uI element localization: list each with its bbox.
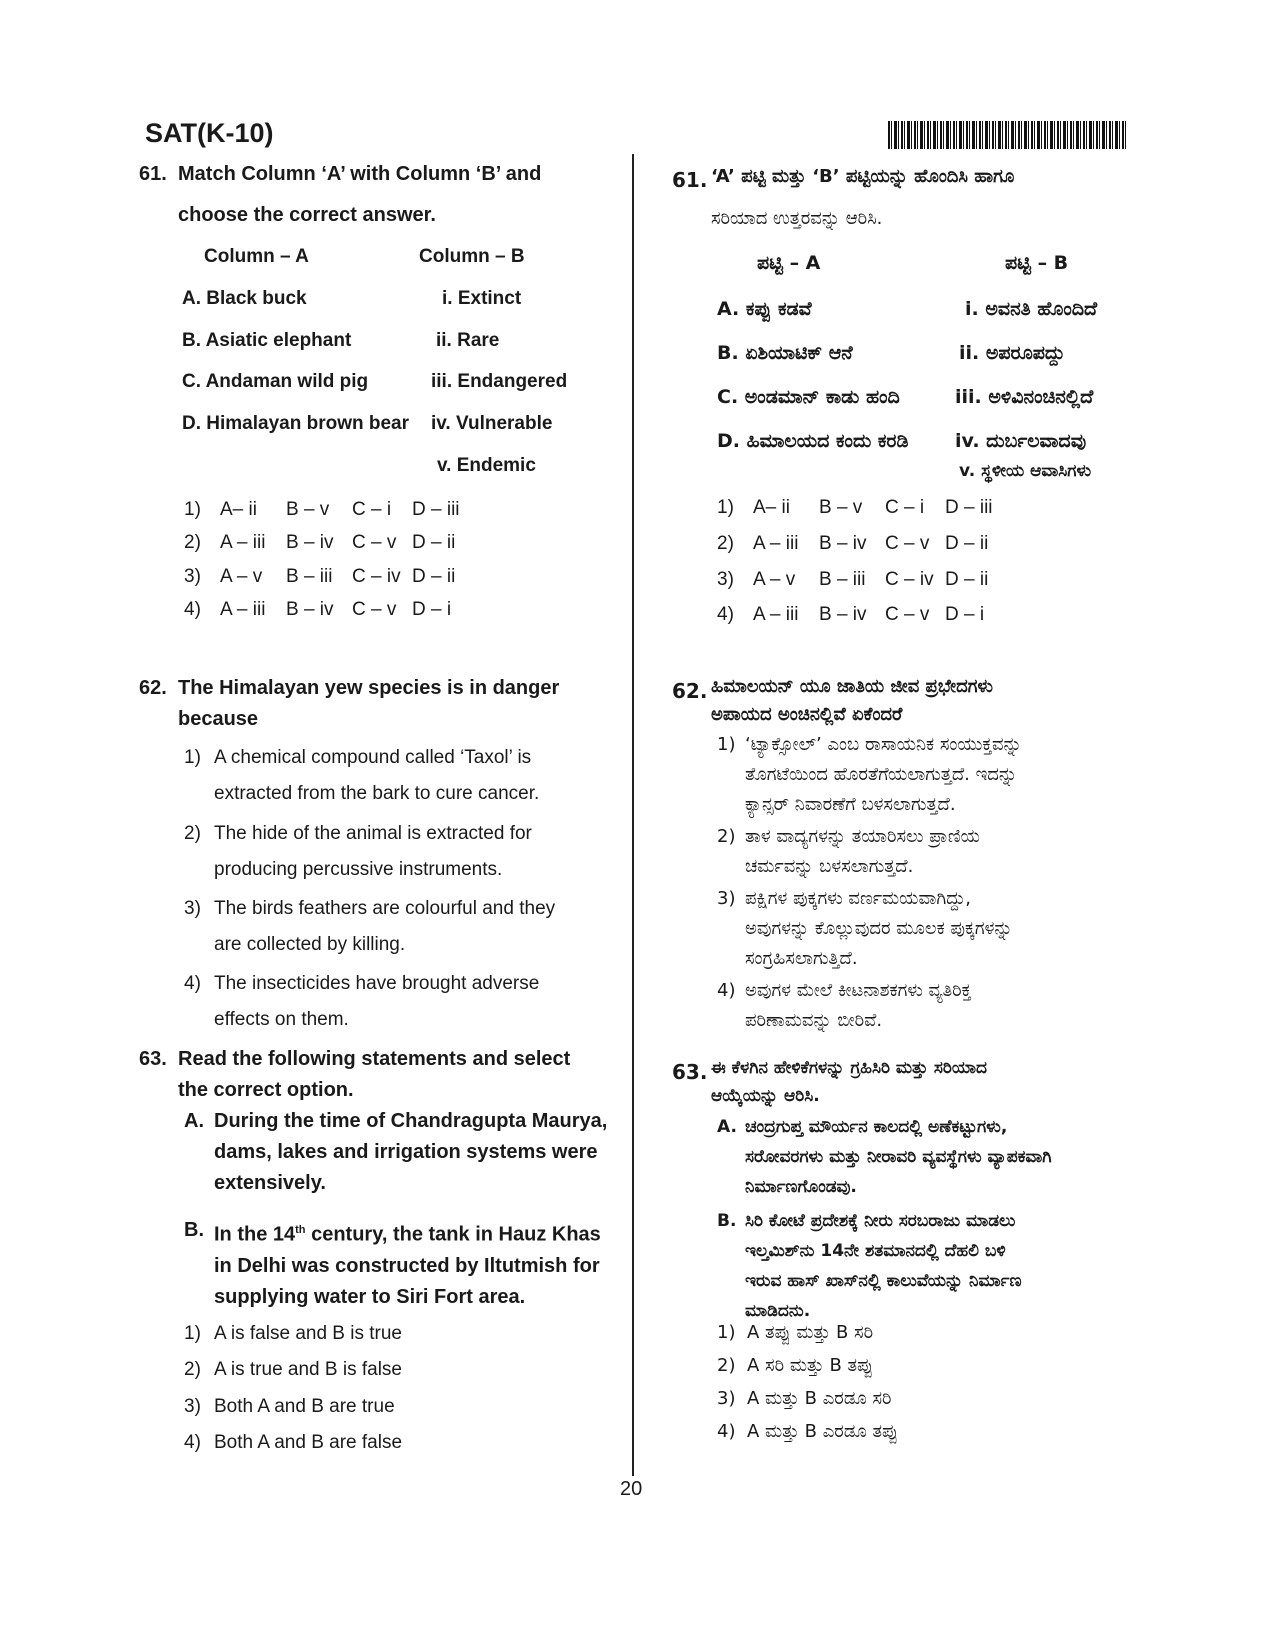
barcode-image [888, 121, 1126, 149]
question-text: ಆಯ್ಕೆಯನ್ನು ಆರಿಸಿ. [711, 1086, 820, 1106]
column-b-item: i. ಅವನತಿ ಹೊಂದಿದೆ [965, 298, 1098, 320]
answer-option[interactable]: 1) ‘ಟ್ಯಾಕ್ಸೋಲ್’ ಎಂಬ ರಾಸಾಯನಿಕ ಸಂಯುಕ್ತವನ್ನು ತೊಗಟೆಯಿಂದ ಹೊರತೆಗೆಯಲಾಗುತ್ತದೆ. ಇದನ್ನು ಕ್ಯಾನ್ಸರ್ ನಿವಾರಣೆಗೆ ಬಳಸಲಾಗುತ್ತದೆ. [717, 734, 1022, 815]
column-a-item: C. ಅಂಡಮಾನ್ ಕಾಡು ಹಂದಿ [717, 386, 900, 408]
statement-a: A. ಚಂದ್ರಗುಪ್ತ ಮೌರ್ಯನ ಕಾಲದಲ್ಲಿ ಅಣೆಕಟ್ಟುಗಳು, ಸರೋವರಗಳು ಮತ್ತು ನೀರಾವರಿ ವ್ಯವಸ್ಥೆಗಳು ವ್ಯಾಪಕವಾಗಿ ನಿರ್ಮಾಣಗೊಂಡವು. [717, 1117, 1052, 1197]
answer-option[interactable]: 4) A – iii B – iv C – v D – i [717, 604, 985, 625]
column-b-item: iii. Endangered [431, 371, 568, 392]
answer-option[interactable]: 2) A is true and B is false [184, 1359, 402, 1380]
answer-option[interactable]: 4) A – iii B – iv C – v D – i [184, 599, 452, 620]
question-number: 61. [672, 168, 708, 192]
statement-b: B. ಸಿರಿ ಕೋಟೆ ಪ್ರದೇಶಕ್ಕೆ ನೀರು ಸರಬರಾಜು ಮಾಡಲು ಇಲ್ತಮಿಶ್‌ನು 14ನೇ ಶತಮಾನದಲ್ಲಿ ದೆಹಲಿ ಬಳಿ ಇರುವ ಹಾಸ್ ಖಾಸ್‌ನಲ್ಲಿ ಕಾಲುವೆಯನ್ನು ನಿರ್ಮಾಣ ಮಾಡಿದನು. [717, 1211, 1022, 1321]
column-a-item: D. ಹಿಮಾಲಯದ ಕಂದು ಕರಡಿ [717, 430, 909, 452]
question-text: because [178, 708, 259, 730]
answer-option[interactable]: 1) A chemical compound called ‘Taxol’ is extracted from the bark to cure cancer. [184, 747, 540, 804]
question-number: 63. [672, 1060, 708, 1084]
answer-option[interactable]: 3) A – v B – iii C – iv D – ii [717, 569, 989, 590]
question-text: The Himalayan yew species is in danger [178, 677, 560, 699]
question-number: 63. [139, 1048, 167, 1070]
answer-option[interactable]: 3) The birds feathers are colourful and they are collected by killing. [184, 898, 556, 955]
answer-option[interactable]: 4) The insecticides have brought adverse effects on them. [184, 973, 540, 1030]
answer-option[interactable]: 2) A – iii B – iv C – v D – ii [717, 533, 989, 554]
answer-option[interactable]: 1) A ತಪ್ಪು ಮತ್ತು B ಸರಿ [717, 1322, 874, 1343]
column-b-item: iv. Vulnerable [431, 413, 553, 434]
question-number: 61. [139, 163, 167, 185]
column-a-item: D. Himalayan brown bear [182, 413, 410, 434]
column-divider [632, 154, 634, 1476]
column-b-item: iv. ದುರ್ಬಲವಾದವು [955, 430, 1087, 452]
column-b-item: iii. ಅಳಿವಿನಂಚಿನಲ್ಲಿದೆ [955, 386, 1094, 408]
answer-option[interactable]: 3) A ಮತ್ತು B ಎರಡೂ ಸರಿ [717, 1388, 892, 1409]
answer-option[interactable]: 1) A– ii B – v C – i D – iii [184, 499, 460, 520]
question-text: Match Column ‘A’ with Column ‘B’ and [178, 163, 542, 185]
question-text: ಈ ಕೆಳಗಿನ ಹೇಳಿಕೆಗಳನ್ನು ಗ್ರಹಿಸಿರಿ ಮತ್ತು ಸರಿಯಾದ [711, 1058, 988, 1078]
answer-option[interactable]: 2) A – iii B – iv C – v D – ii [184, 532, 456, 553]
answer-option[interactable]: 4) A ಮತ್ತು B ಎರಡೂ ತಪ್ಪು [717, 1421, 899, 1442]
page-title: SAT(K-10) [145, 118, 274, 148]
column-b-heading: ಪಟ್ಟಿ – B [1005, 252, 1069, 274]
column-b-item: ii. ಅಪರೂಪದ್ದು [959, 342, 1065, 364]
column-a-item: A. ಕಪ್ಪು ಕಡವೆ [717, 298, 812, 320]
column-a-item: B. Asiatic elephant [182, 330, 352, 351]
answer-option[interactable]: 2) ತಾಳ ವಾದ್ಯಗಳನ್ನು ತಯಾರಿಸಲು ಪ್ರಾಣಿಯ ಚರ್ಮವನ್ನು ಬಳಸಲಾಗುತ್ತದೆ. [717, 826, 980, 877]
question-text: the correct option. [178, 1079, 354, 1101]
question-text: ‘A’ ಪಟ್ಟಿ ಮತ್ತು ‘B’ ಪಟ್ಟಿಯನ್ನು ಹೊಂದಿಸಿ ಹಾಗೂ [711, 166, 1015, 187]
question-text: Read the following statements and select [178, 1048, 571, 1070]
column-a-item: A. Black buck [182, 288, 307, 309]
question-text: ಸರಿಯಾದ ಉತ್ತರವನ್ನು ಆರಿಸಿ. [711, 208, 883, 229]
column-a-heading: Column – A [204, 246, 309, 267]
question-number: 62. [672, 679, 708, 703]
question-text: choose the correct answer. [178, 204, 436, 226]
column-b-item: i. Extinct [442, 288, 522, 309]
column-a-heading: ಪಟ್ಟಿ – A [757, 252, 821, 274]
answer-option[interactable]: 2) A ಸರಿ ಮತ್ತು B ತಪ್ಪು [717, 1355, 874, 1376]
answer-option[interactable]: 3) Both A and B are true [184, 1396, 395, 1417]
answer-option[interactable]: 4) Both A and B are false [184, 1432, 403, 1453]
question-text: ಅಪಾಯದ ಅಂಚಿನಲ್ಲಿವೆ ಏಕೆಂದರೆ [711, 704, 903, 725]
column-a-item: C. Andaman wild pig [182, 371, 369, 392]
column-a-item: B. ಏಶಿಯಾಟಿಕ್ ಆನೆ [717, 342, 853, 364]
answer-option[interactable]: 1) A is false and B is true [184, 1323, 402, 1344]
answer-option[interactable]: 4) ಅವುಗಳ ಮೇಲೆ ಕೀಟನಾಶಕಗಳು ವ್ಯತಿರಿಕ್ತ ಪರಿಣಾಮವನ್ನು ಬೀರಿವೆ. [717, 980, 972, 1031]
column-b-heading: Column – B [419, 246, 525, 267]
answer-option[interactable]: 3) ಪಕ್ಷಿಗಳ ಪುಕ್ಕಗಳು ವರ್ಣಮಯವಾಗಿದ್ದು, ಅವುಗಳನ್ನು ಕೊಲ್ಲುವುದರ ಮೂಲಕ ಪುಕ್ಕಗಳನ್ನು ಸಂಗ್ರಹಿಸಲಾಗುತ್ತಿದೆ. [717, 888, 1013, 969]
answer-option[interactable]: 3) A – v B – iii C – iv D – ii [184, 566, 456, 587]
question-number: 62. [139, 677, 167, 699]
question-text: ಹಿಮಾಲಯನ್ ಯೂ ಜಾತಿಯ ಜೀವ ಪ್ರಭೇದಗಳು [711, 676, 993, 697]
answer-option[interactable]: 2) The hide of the animal is extracted for producing percussive instruments. [184, 823, 532, 880]
column-b-item: v. Endemic [437, 455, 536, 476]
column-b-item: ii. Rare [436, 330, 500, 351]
statement-b: B. In the 14th century, the tank in Hauz Khas in Delhi was constructed by Iltutmish for supplying water to Siri Fort area. [184, 1219, 601, 1308]
statement-a: A. During the time of Chandragupta Maurya, dams, lakes and irrigation systems were extensively. [184, 1110, 608, 1194]
column-b-item: v. ಸ್ಥಳೀಯ ಆವಾಸಿಗಳು [959, 461, 1092, 481]
page-number: 20 [620, 1478, 643, 1500]
answer-option[interactable]: 1) A– ii B – v C – i D – iii [717, 497, 993, 518]
